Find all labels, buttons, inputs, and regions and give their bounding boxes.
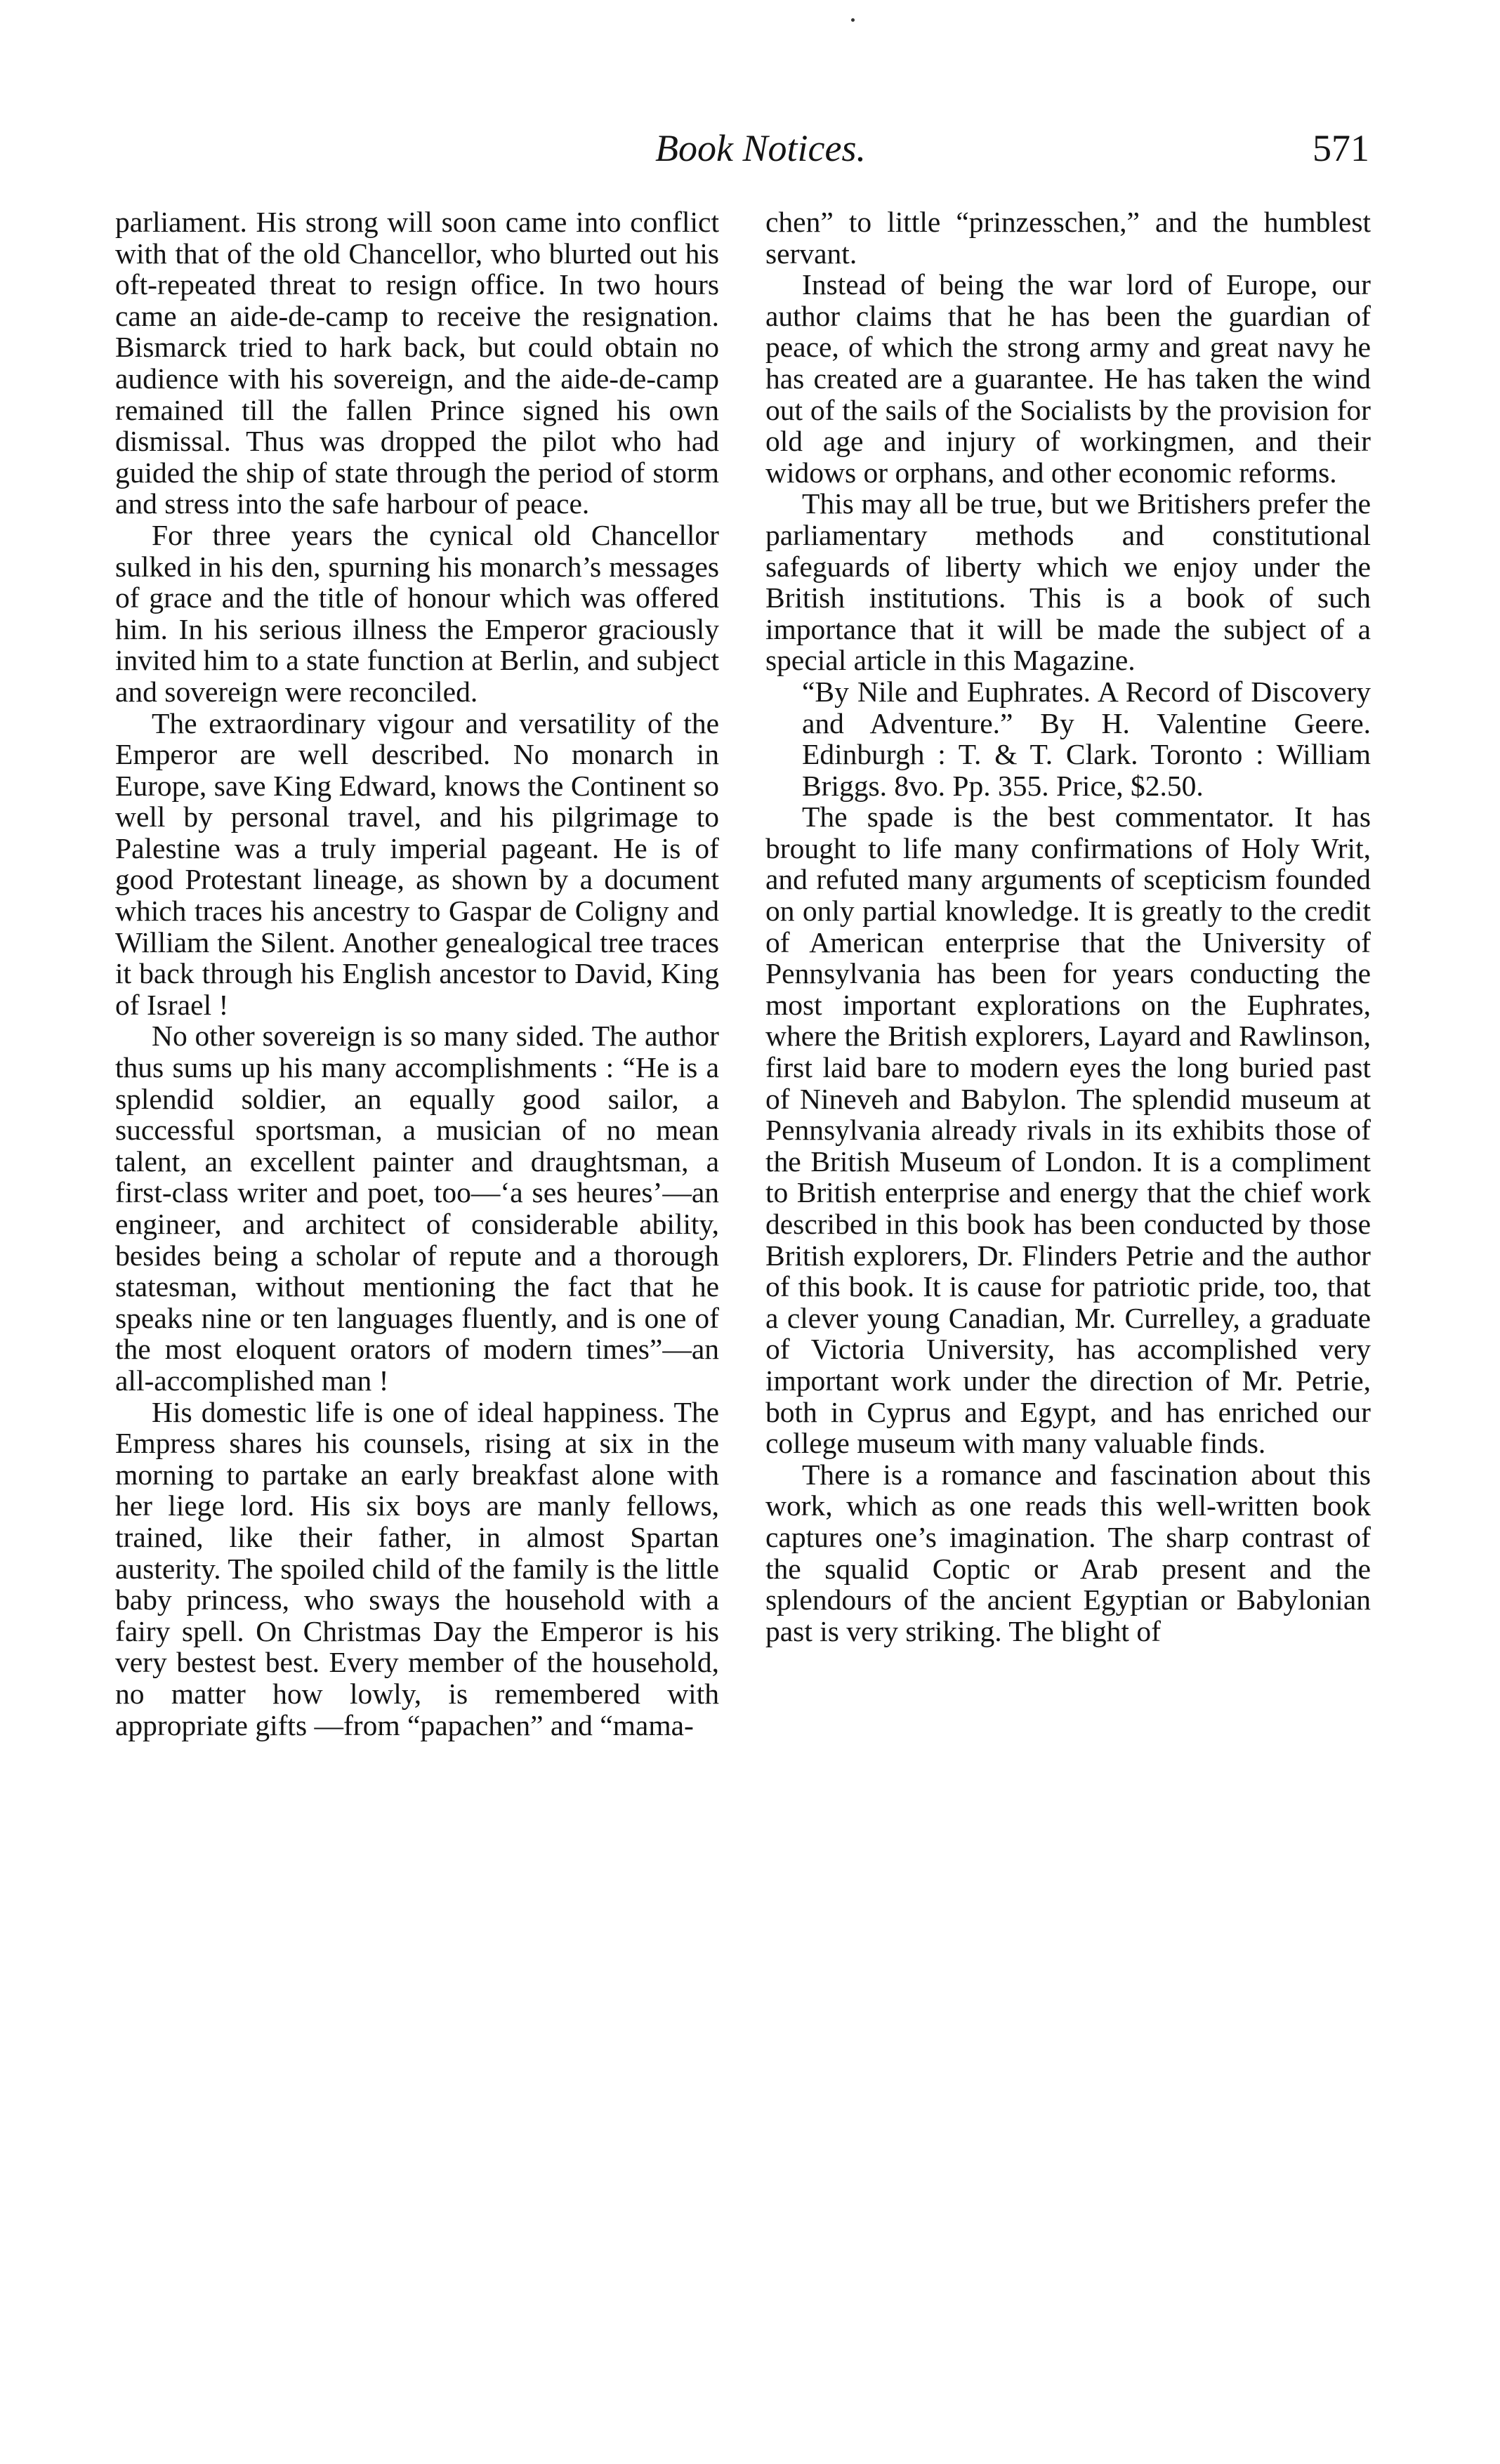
paragraph: The extraordinary vigour and versatility of the Emperor are well described. No monarch in Europe, save King Edward, knows the Continent so well by personal travel, and his pilgrimage to Palestine was a truly imperial pageant. He is of good Protestant lineage, as shown by a document which traces his ancestry to Gaspar de Coligny and William the Silent. Another genealogical tree traces it back through his English ancestor to David, King of Israel ! — [115, 706, 719, 1021]
paragraph: No other sovereign is so many sided. The author thus sums up his many accomplishments : “He is a splendid soldier, an equally good sailor, a successful sportsman, a musician of no mean talent, an excellent painter and draughtsman, a first-class writer and poet, too—‘a ses heures’—an engineer, and architect of considerable ability, besides being a scholar of repute and a thorough statesman, without mentioning the fact that he speaks nine or ten languages fluently, and is one of the most eloquent orators of modern times”—an all-accomplished man ! — [115, 1020, 719, 1397]
paragraph: parliament. His strong will soon came into conflict with that of the old Chancellor, who blurted out his oft-repeated threat to resign office. In two hours came an aide-de-camp to receive the resignation. Bismarck tried to hark back, but could obtain no audience with his sovereign, and the aide-de-camp remained till the fallen Prince signed his own dismissal. Thus was dropped the pilot who had guided the ship of state through the period of storm and stress into the safe harbour of peace. — [115, 206, 719, 520]
paragraph: There is a romance and fascination about this work, which as one reads this well-written book captures one’s imagination. The sharp contrast of the squalid Coptic or Arab present and the splendours of the ancient Egyptian or Babylonian past is very striking. The blight of — [765, 1458, 1371, 1647]
page-number: 571 — [1312, 127, 1369, 169]
paragraph: For three years the cynical old Chancellor sulked in his den, spurning his monarch’s messages of grace and the title of honour which was offered him. In his serious illness the Emperor graciously invited him to a state function at Berlin, and subject and sovereign were reconciled. — [115, 518, 719, 708]
left-column — [115, 206, 719, 1741]
paragraph: This may all be true, but we Britishers prefer the parliamentary methods and constitutional safeguards of liberty which we enjoy under the British institutions. This is a book of such importance that it will be made the subject of a special article in this Magazine. — [765, 487, 1371, 677]
printing-speck — [851, 18, 855, 22]
paragraph: chen” to little “prinzesschen,” and the humblest servant. — [765, 206, 1371, 270]
running-head — [0, 124, 1500, 173]
book-citation: “By Nile and Euphrates. A Record of Discovery and Adventure.” By H. Valentine Geere. Edinburgh : T. & T. Clark. Toronto : William Briggs. 8vo. Pp. 355. Price, $2.50. — [802, 675, 1371, 802]
paragraph: The spade is the best commentator. It has brought to life many confirmations of Holy Writ, and refuted many arguments of scepticism founded on only partial knowledge. It is greatly to the credit of American enterprise that the University of Pennsylvania has been for years conducting the most important explorations on the Euphrates, where the British explorers, Layard and Rawlinson, first laid bare to modern eyes the long buried past of Nineveh and Babylon. The splendid museum at Pennsylvania already rivals in its exhibits those of the British Museum of London. It is a compliment to British enterprise and energy that the chief work described in this book has been conducted by those British explorers, Dr. Flinders Petrie and the author of this book. It is cause for patriotic pride, too, that a clever young Canadian, Mr. Currelley, a graduate of Victoria University, has accomplished very important work under the direction of Mr. Petrie, both in Cyprus and Egypt, and has enriched our college museum with many valuable finds. — [765, 801, 1371, 1460]
paragraph: His domestic life is one of ideal happiness. The Empress shares his counsels, rising at six in the morning to partake an early breakfast alone with her liege lord. His six boys are manly fellows, trained, like their father, in almost Spartan austerity. The spoiled child of the family is the little baby princess, who sways the household with a fairy spell. On Christmas Day the Emperor is his very bestest best. Every member of the household, no matter how lowly, is remembered with appropriate gifts —from “papachen” and “mama- — [115, 1395, 719, 1741]
paragraph: Instead of being the war lord of Europe, our author claims that he has been the guardian of peace, of which the strong army and great navy he has created are a guarantee. He has taken the wind out of the sails of the Socialists by the provision for old age and injury of workingmen, and their widows or orphans, and other economic reforms. — [765, 268, 1371, 489]
right-column — [765, 206, 1371, 1647]
running-title: Book Notices. — [655, 127, 866, 169]
